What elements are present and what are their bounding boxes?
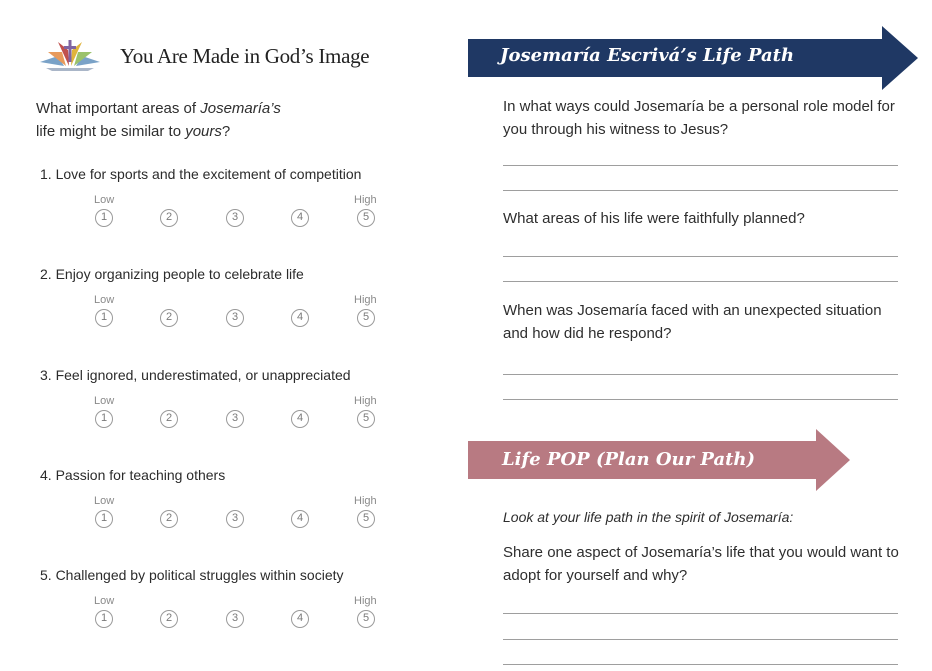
answer-line[interactable] xyxy=(503,190,898,191)
answer-line[interactable] xyxy=(503,281,898,282)
life-pop-banner xyxy=(468,429,852,491)
rating-option-2[interactable]: 2 xyxy=(160,209,178,227)
answer-line[interactable] xyxy=(503,374,898,375)
rating-option-4[interactable]: 4 xyxy=(291,410,309,428)
life-pop-banner-title: Life POP (Plan Our Path) xyxy=(502,449,756,470)
answer-line[interactable] xyxy=(503,256,898,257)
rating-option-3[interactable]: 3 xyxy=(226,309,244,327)
answer-line[interactable] xyxy=(503,399,898,400)
life-path-question-2: What areas of his life were faithfully planned? xyxy=(503,210,805,227)
rating-option-4[interactable]: 4 xyxy=(291,610,309,628)
intro-name: Josemaría’s xyxy=(200,100,281,117)
rating-option-4[interactable]: 4 xyxy=(291,209,309,227)
scale-high-label: High xyxy=(354,495,377,507)
scale-high-label: High xyxy=(354,294,377,306)
rating-item-label: 5. Challenged by political struggles within society xyxy=(40,567,344,583)
rating-option-2[interactable]: 2 xyxy=(160,309,178,327)
rating-option-2[interactable]: 2 xyxy=(160,610,178,628)
answer-line[interactable] xyxy=(503,639,898,640)
scale-high-label: High xyxy=(354,595,377,607)
answer-line[interactable] xyxy=(503,165,898,166)
rating-item xyxy=(40,266,420,346)
rating-option-4[interactable]: 4 xyxy=(291,309,309,327)
rating-item-label: 4. Passion for teaching others xyxy=(40,467,226,483)
scale-low-label: Low xyxy=(94,495,115,507)
life-pop-note: Look at your life path in the spirit of Josemaría: xyxy=(503,509,794,525)
rating-item-label: 1. Love for sports and the excitement of competition xyxy=(40,166,362,182)
rating-option-1[interactable]: 1 xyxy=(95,610,113,628)
answer-line[interactable] xyxy=(503,613,898,614)
rating-item xyxy=(40,467,420,547)
rating-option-1[interactable]: 1 xyxy=(95,410,113,428)
rating-option-5[interactable]: 5 xyxy=(357,209,375,227)
life-path-question-3: When was Josemaría faced with an unexpected situation and how did he respond? xyxy=(503,302,882,342)
scale-low-label: Low xyxy=(94,194,115,206)
intro-question xyxy=(36,97,336,143)
rating-option-2[interactable]: 2 xyxy=(160,510,178,528)
rating-item xyxy=(40,166,420,246)
page-title: You Are Made in God’s Image xyxy=(120,44,370,68)
answer-line[interactable] xyxy=(503,664,898,665)
rating-option-3[interactable]: 3 xyxy=(226,410,244,428)
lotus-cross-logo-icon xyxy=(38,38,102,72)
rating-option-1[interactable]: 1 xyxy=(95,309,113,327)
scale-low-label: Low xyxy=(94,595,115,607)
intro-text-before: What important areas of xyxy=(36,100,201,117)
life-path-banner xyxy=(468,26,918,90)
intro-yours: yours xyxy=(185,123,222,140)
rating-option-1[interactable]: 1 xyxy=(95,209,113,227)
rating-item-label: 3. Feel ignored, underestimated, or unappreciated xyxy=(40,367,351,383)
rating-option-3[interactable]: 3 xyxy=(226,209,244,227)
life-path-question-1: In what ways could Josemaría be a personal role model for you through his witness to Jesus? xyxy=(503,98,895,138)
rating-option-1[interactable]: 1 xyxy=(95,510,113,528)
rating-option-5[interactable]: 5 xyxy=(357,610,375,628)
rating-option-3[interactable]: 3 xyxy=(226,610,244,628)
rating-option-4[interactable]: 4 xyxy=(291,510,309,528)
rating-option-2[interactable]: 2 xyxy=(160,410,178,428)
life-path-banner-title: Josemaría Escrivá’s Life Path xyxy=(500,45,795,66)
scale-low-label: Low xyxy=(94,294,115,306)
intro-text-middle: life might be similar to xyxy=(36,123,186,140)
rating-option-3[interactable]: 3 xyxy=(226,510,244,528)
rating-item-label: 2. Enjoy organizing people to celebrate life xyxy=(40,266,304,282)
rating-option-5[interactable]: 5 xyxy=(357,410,375,428)
scale-high-label: High xyxy=(354,194,377,206)
scale-low-label: Low xyxy=(94,395,115,407)
rating-item xyxy=(40,567,420,647)
intro-text-end: ? xyxy=(221,123,231,140)
rating-item xyxy=(40,367,420,447)
life-pop-question-1: Share one aspect of Josemaría’s life that you would want to adopt for yourself and why? xyxy=(503,544,899,584)
scale-high-label: High xyxy=(354,395,377,407)
rating-option-5[interactable]: 5 xyxy=(357,309,375,327)
rating-option-5[interactable]: 5 xyxy=(357,510,375,528)
